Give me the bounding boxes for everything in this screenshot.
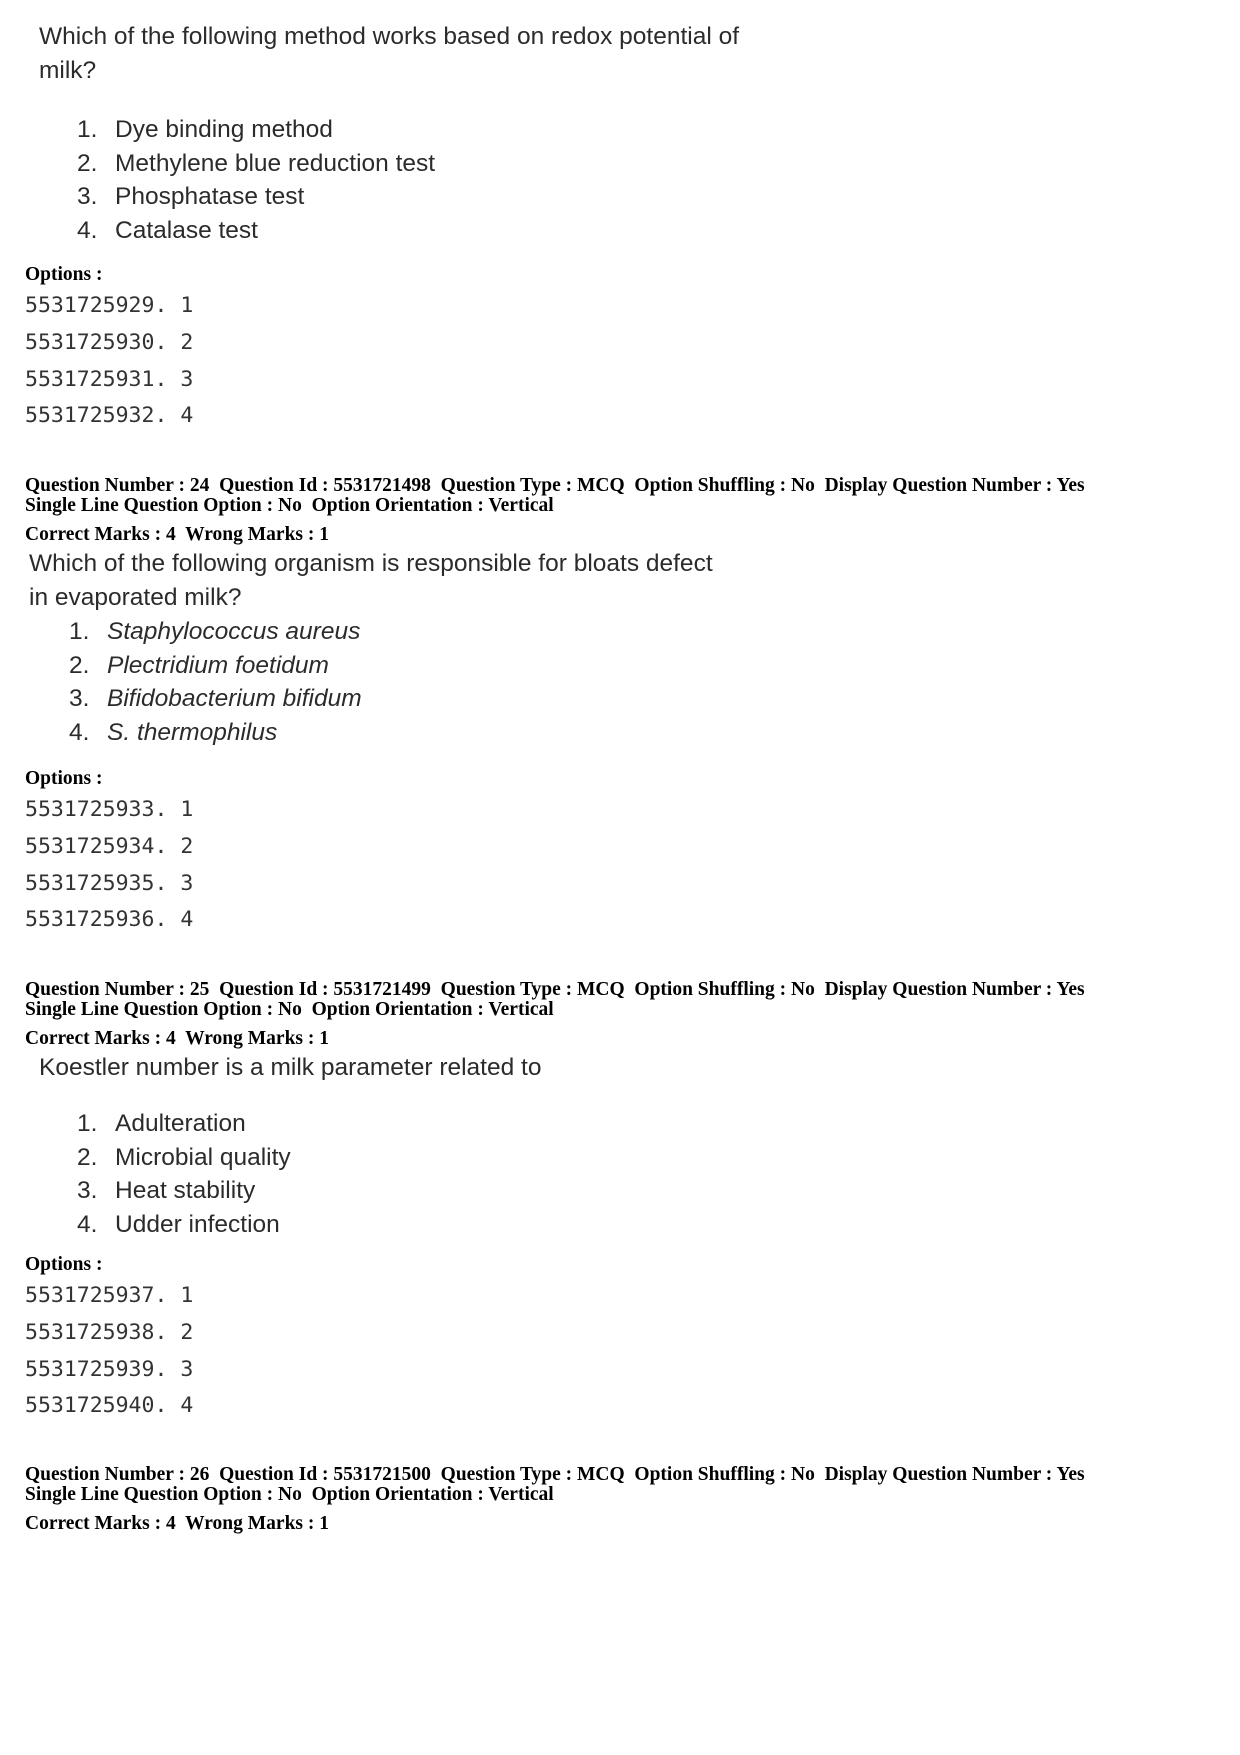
question-text-line: milk? — [39, 57, 97, 84]
option-item: 5531725940. 4 — [25, 1393, 194, 1419]
question-meta: Question Number : 24 Question Id : 5531721498 Question Type : MCQ Option Shuffling : No Display Question Number : Yes — [25, 475, 1085, 496]
choice-text: S. thermophilus — [107, 718, 278, 746]
choice-item — [69, 649, 969, 683]
option-item: 5531725930. 2 — [25, 329, 194, 355]
option-item: 5531725934. 2 — [25, 833, 194, 859]
question-25-choices — [77, 1107, 977, 1241]
question-23-text — [25, 20, 1215, 88]
question-text-line: Koestler number is a milk parameter related to — [39, 1054, 542, 1081]
question-meta: Single Line Question Option : No Option Orientation : Vertical — [25, 1484, 554, 1505]
option-item: 5531725932. 4 — [25, 403, 194, 429]
question-23-choices — [77, 113, 977, 247]
choice-item — [77, 113, 977, 147]
question-24-text — [29, 547, 1219, 615]
question-meta: Question Number : 25 Question Id : 5531721499 Question Type : MCQ Option Shuffling : No Display Question Number : Yes — [25, 979, 1085, 1000]
choice-text: Dye binding method — [115, 116, 333, 143]
choice-number: 1. — [69, 618, 90, 645]
options-label: Options : — [25, 768, 103, 789]
choice-text: Plectridium foetidum — [107, 651, 329, 679]
choice-number: 2. — [77, 149, 98, 177]
option-item: 5531725933. 1 — [25, 797, 194, 822]
question-24-choices — [69, 615, 969, 749]
choice-item — [69, 682, 969, 716]
option-item: 5531725938. 2 — [25, 1319, 194, 1345]
choice-text: Heat stability — [115, 1177, 256, 1205]
choice-text: Methylene blue reduction test — [115, 149, 436, 177]
choice-item — [77, 1107, 977, 1141]
question-23 — [25, 20, 1215, 88]
question-25-text — [39, 1051, 1229, 1085]
choice-text: Udder infection — [115, 1210, 280, 1238]
choice-text: Staphylococcus aureus — [107, 618, 361, 645]
choice-item — [77, 1208, 977, 1242]
question-meta: Question Number : 26 Question Id : 5531721500 Question Type : MCQ Option Shuffling : No Display Question Number : Yes — [25, 1464, 1085, 1485]
option-item: 5531725929. 1 — [25, 293, 194, 318]
option-item: 5531725936. 4 — [25, 907, 194, 933]
choice-text: Catalase test — [115, 216, 258, 244]
question-marks: Correct Marks : 4 Wrong Marks : 1 — [25, 1513, 330, 1534]
choice-item — [77, 1174, 977, 1208]
choice-number: 3. — [77, 183, 98, 211]
option-item: 5531725937. 1 — [25, 1283, 194, 1308]
choice-item — [77, 1141, 977, 1175]
option-item: 5531725935. 3 — [25, 870, 194, 896]
choice-number: 3. — [77, 1177, 98, 1205]
choice-number: 1. — [77, 116, 98, 143]
question-text-line: Which of the following method works based on redox potential of — [39, 23, 740, 50]
question-marks: Correct Marks : 4 Wrong Marks : 1 — [25, 524, 330, 545]
choice-text: Adulteration — [115, 1110, 246, 1137]
options-label: Options : — [25, 264, 103, 285]
choice-number: 4. — [77, 216, 98, 244]
option-item: 5531725939. 3 — [25, 1356, 194, 1382]
question-text-line: Which of the following organism is responsible for bloats defect — [29, 550, 713, 577]
choice-item — [77, 180, 977, 214]
choice-text: Bifidobacterium bifidum — [107, 685, 362, 713]
question-marks: Correct Marks : 4 Wrong Marks : 1 — [25, 1028, 330, 1049]
choice-text: Microbial quality — [115, 1143, 291, 1171]
choice-item — [77, 147, 977, 181]
question-meta: Single Line Question Option : No Option Orientation : Vertical — [25, 495, 554, 516]
choice-number: 2. — [69, 651, 90, 679]
options-label: Options : — [25, 1254, 103, 1275]
question-25-options — [25, 1278, 1215, 1425]
choice-number: 1. — [77, 1110, 98, 1137]
option-item: 5531725931. 3 — [25, 366, 194, 392]
question-meta: Single Line Question Option : No Option Orientation : Vertical — [25, 999, 554, 1020]
choice-item — [77, 214, 977, 248]
choice-text: Phosphatase test — [115, 183, 305, 211]
question-text-line: in evaporated milk? — [29, 584, 242, 611]
choice-item — [69, 716, 969, 750]
choice-number: 4. — [69, 718, 90, 746]
question-23-options — [25, 288, 1215, 435]
choice-number: 4. — [77, 1210, 98, 1238]
choice-number: 3. — [69, 685, 90, 713]
question-24-options — [25, 792, 1215, 939]
choice-number: 2. — [77, 1143, 98, 1171]
choice-item — [69, 615, 969, 649]
